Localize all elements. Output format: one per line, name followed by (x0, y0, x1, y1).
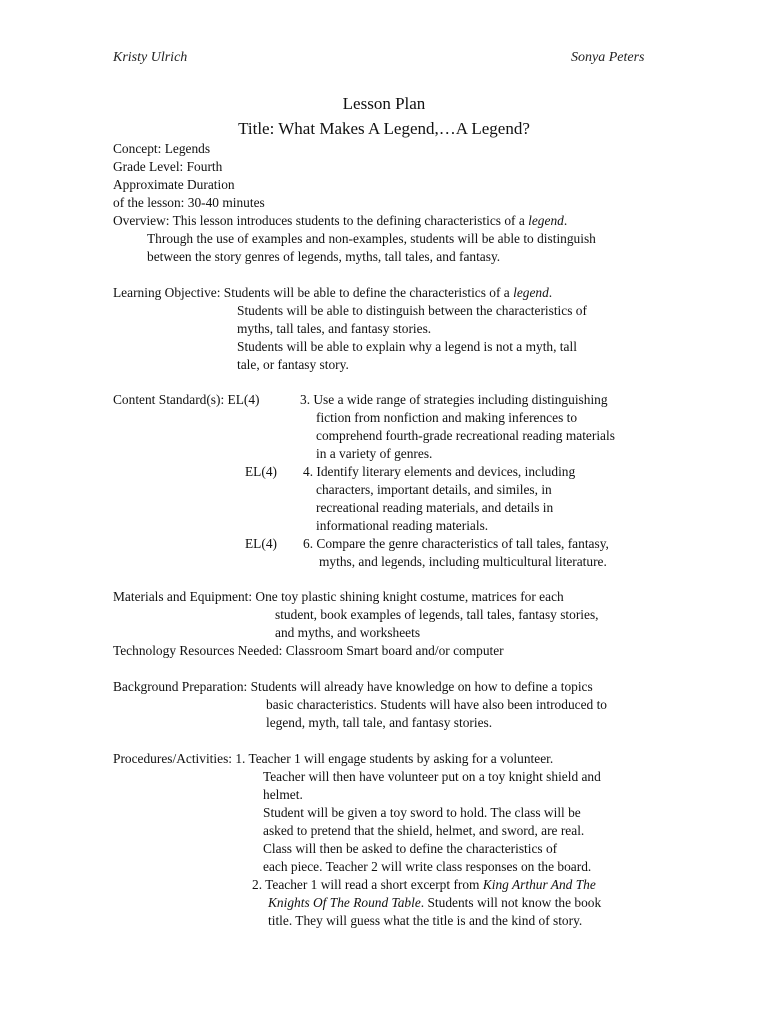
book-title-part-2: Knights Of The Round Table (268, 895, 421, 910)
background-line-2: basic characteristics. Students will have also been introduced to (266, 697, 607, 712)
objective-line-5: tale, or fantasy story. (237, 357, 349, 372)
objective-line-1 (113, 284, 552, 302)
procedures-line-3: helmet. (263, 787, 303, 802)
concept-line: Concept: Legends (113, 141, 211, 156)
overview-legend-term: legend (528, 213, 564, 228)
materials-line-2: student, book examples of legends, tall tales, fantasy stories, (275, 607, 599, 622)
overview-line-3: between the story genres of legends, myths, tall tales, and fantasy. (147, 249, 501, 264)
procedures-step-2-text: 2. Teacher 1 will read a short excerpt from (252, 877, 483, 892)
document-title: Title: What Makes A Legend,…A Legend? (238, 119, 530, 138)
standard-2-line-4: informational reading materials. (316, 518, 489, 533)
standard-1-line-4: in a variety of genres. (316, 446, 433, 461)
duration-line-1: Approximate Duration (113, 177, 235, 192)
standard-3-line-2: myths, and legends, including multicultural literature. (319, 554, 607, 569)
standard-2-line-1: 4. Identify literary elements and devices, including (303, 464, 576, 479)
standard-2-code: EL(4) (245, 464, 277, 479)
procedures-line-4: Student will be given a toy sword to hold. The class will be (263, 805, 581, 820)
objective-line-2: Students will be able to distinguish between the characteristics of (237, 303, 587, 318)
procedures-line-5: asked to pretend that the shield, helmet, and sword, are real. (263, 823, 585, 838)
book-title-part-1: King Arthur And The (482, 877, 596, 892)
procedures-line-1: Procedures/Activities: 1. Teacher 1 will engage students by asking for a volunteer. (113, 751, 554, 766)
standard-1-line-3: comprehend fourth-grade recreational reading materials (316, 428, 615, 443)
background-line-3: legend, myth, tall tale, and fantasy stories. (266, 715, 493, 730)
overview-text: Overview: This lesson introduces students to the defining characteristics of a (113, 213, 529, 228)
objective-line-4: Students will be able to explain why a legend is not a myth, tall (237, 339, 577, 354)
standard-2-line-3: recreational reading materials, and details in (316, 500, 554, 515)
author-name-left: Kristy Ulrich (113, 50, 188, 65)
standards-label: Content Standard(s): EL(4) (113, 392, 260, 407)
procedures-step-2-continued: . Students will not know the book (420, 895, 602, 910)
grade-level-line: Grade Level: Fourth (113, 159, 223, 174)
overview-line-2: Through the use of examples and non-examples, students will be able to distinguish (147, 231, 596, 246)
overview-period: . (563, 213, 568, 228)
objective-period: . (548, 285, 553, 300)
standard-2-line-2: characters, important details, and similes, in (316, 482, 552, 497)
overview-line-1 (113, 212, 567, 230)
technology-line: Technology Resources Needed: Classroom Smart board and/or computer (113, 643, 504, 658)
procedures-line-7: each piece. Teacher 2 will write class responses on the board. (263, 859, 592, 874)
author-name-right: Sonya Peters (571, 50, 645, 65)
objective-legend-term: legend (513, 285, 549, 300)
document-heading: Lesson Plan (342, 94, 426, 113)
standard-1-line-2: fiction from nonfiction and making inferences to (316, 410, 578, 425)
procedures-line-9 (268, 894, 601, 912)
materials-line-1: Materials and Equipment: One toy plastic shining knight costume, matrices for each (113, 589, 564, 604)
procedures-line-8 (252, 876, 596, 894)
standard-3-line-1: 6. Compare the genre characteristics of tall tales, fantasy, (303, 536, 609, 551)
objective-line-3: myths, tall tales, and fantasy stories. (237, 321, 432, 336)
standard-3-code: EL(4) (245, 536, 277, 551)
procedures-line-2: Teacher will then have volunteer put on a toy knight shield and (263, 769, 601, 784)
materials-line-3: and myths, and worksheets (275, 625, 421, 640)
procedures-line-6: Class will then be asked to define the characteristics of (263, 841, 558, 856)
standard-1-line-1: 3. Use a wide range of strategies including distinguishing (300, 392, 608, 407)
procedures-line-10: title. They will guess what the title is and the kind of story. (268, 913, 583, 928)
background-line-1: Background Preparation: Students will already have knowledge on how to define a topics (113, 679, 593, 694)
duration-line-2: of the lesson: 30-40 minutes (113, 195, 265, 210)
objective-text: Learning Objective: Students will be able to define the characteristics of a (113, 285, 514, 300)
